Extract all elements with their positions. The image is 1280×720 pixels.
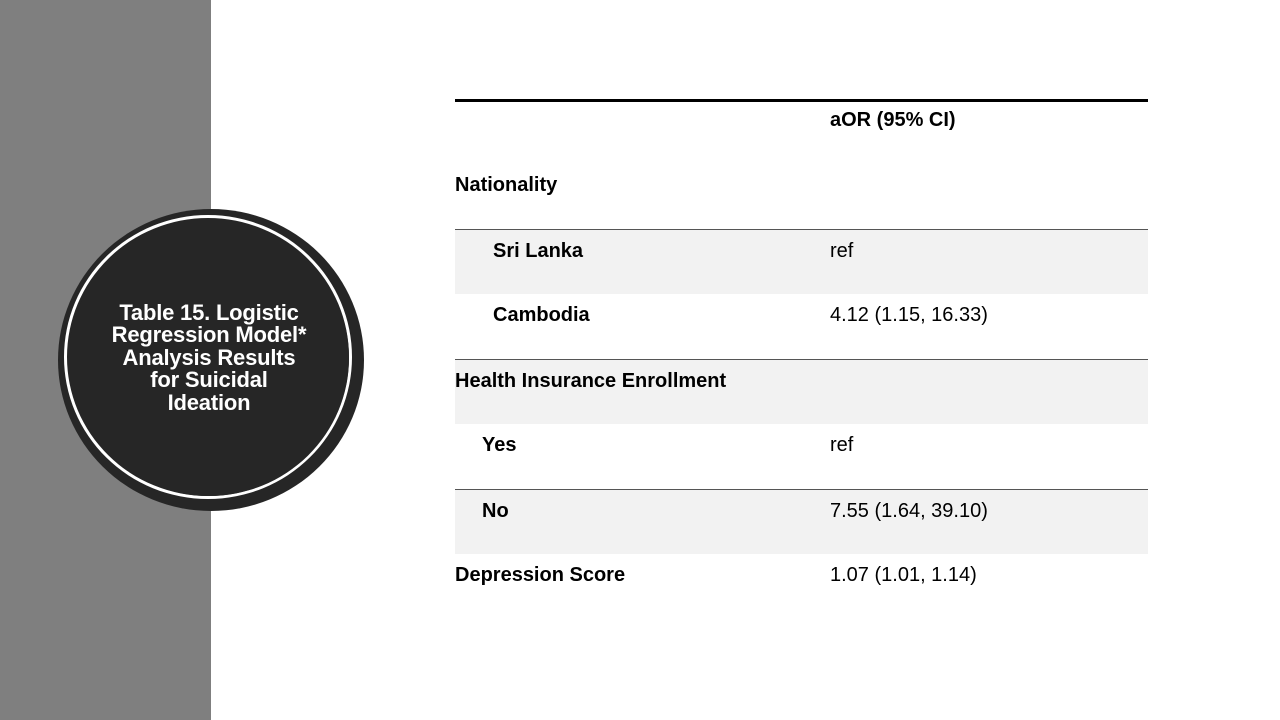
row-label: Health Insurance Enrollment [455, 370, 727, 392]
row-label: Sri Lanka [493, 240, 584, 262]
header-aor: aOR (95% CI) [830, 109, 956, 131]
table-row-nationality [455, 164, 1148, 229]
row-label: Cambodia [493, 304, 590, 326]
table-header-row [455, 102, 1148, 164]
row-value: ref [830, 434, 854, 456]
row-label: Yes [482, 434, 517, 456]
table-row-cambodia [455, 294, 1148, 359]
row-value: ref [830, 240, 854, 262]
table-row-sri-lanka [455, 229, 1148, 294]
row-value: 7.55 (1.64, 39.10) [830, 500, 988, 522]
table-row-health-insurance [455, 359, 1148, 424]
slide-title: Table 15. Logistic Regression Model* Analysis Results for Suicidal Ideation [111, 299, 307, 415]
title-circle-inner [69, 220, 349, 496]
table-row-no [455, 489, 1148, 554]
row-value: 1.07 (1.01, 1.14) [830, 564, 977, 586]
table-row-yes [455, 424, 1148, 489]
results-table [455, 99, 1148, 619]
row-value: 4.12 (1.15, 16.33) [830, 304, 988, 326]
row-label: Nationality [455, 174, 558, 196]
row-label: Depression Score [455, 564, 626, 586]
table-row-depression-score [455, 554, 1148, 619]
row-label: No [482, 500, 509, 522]
